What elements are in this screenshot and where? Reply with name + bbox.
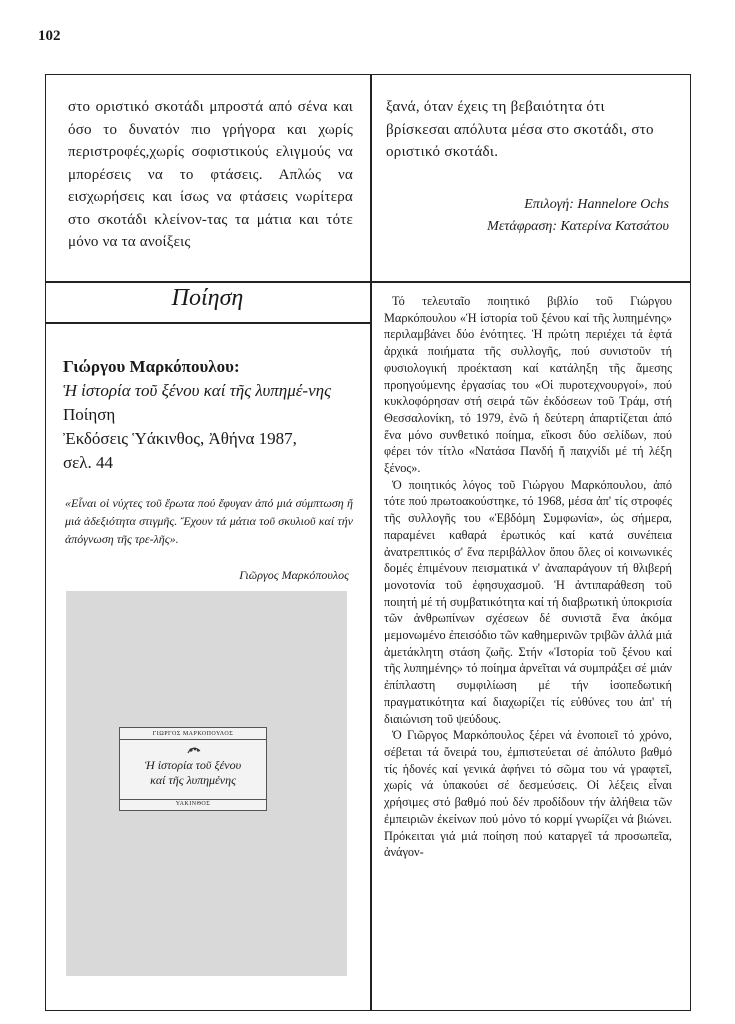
page-number: 102 (38, 28, 61, 44)
book-publisher: Ἐκδόσεις Ὑάκινθος, Ἀθήνα 1987, (63, 429, 297, 448)
selection-credit: Επιλογή: Hannelore Ochs (524, 197, 669, 212)
translation-credit: Μετάφραση: Κατερίνα Κατσάτου (487, 219, 669, 234)
horizontal-divider (45, 281, 691, 283)
column-divider (370, 74, 372, 1011)
cover-title-line-2: καί τῆς λυπημένης (150, 773, 236, 787)
review-body (384, 293, 672, 861)
quote-author: Γιῶργος Μαρκόπουλος (239, 568, 349, 582)
review-paragraph: Ὁ ποιητικός λόγος τοῦ Γιώργου Μαρκόπουλου, ἀπό τότε πού πρωτοακούστηκε, τό 1968, μέσα ἀπ' τίς στροφές τῆς συλλογῆς του «Ἑβδόμη Συμφωνία», ὡς σήμερα, παραμένει καθαρά ἐρωτικός καί κατά συνέπεια ἀνατρεπτικός σ' ἕνα περιβάλλον ὅπου ὅλες οἱ κοινωνικές δομές ἐπιμένουν πεισματικά ν' ἀναπαράγουν τή θλιβερή μονοτονία τοῦ ἐφησυχασμοῦ. Ἡ ἀντιπαράθεση τοῦ ποιητή μέ τή συμβατικότητα καί τή διαβρωτική ὑποκρισία τῶν ἀνθρωπίνων σχέσεων δέ συνιστᾶ ἕνα ἀκόμα μεμονωμένο ἐπεισόδιο τῶν καθημερινῶν τριβῶν ἀλλά μιά ἀμετάκλητη στάση ζωῆς. Στήν «Ἱστορία τοῦ ξένου καί τῆς λυπημένης» τό ποίημα ἀρνεῖται νά συμπράξει σέ μιάν ἐπίπλαστη συμφιλίωση μέ τήν ἰσοπεδωτική πραγματικότητα καί διαχωρίζει τίς εὐθύνες του ἀπ' τή διαιώνιση τοῦ ψεύδους. (384, 477, 672, 726)
book-genre: Ποίηση (63, 405, 116, 424)
book-title: Ἡ ἱστορία τοῦ ξένου καί τῆς λυπημέ-νης (63, 381, 331, 400)
cover-title-line-1: Ἡ ἱστορία τοῦ ξένου (144, 758, 242, 772)
top-left-text: στο οριστικό σκοτάδι μπροστά από σένα και όσο το δυνατόν πιο γρήγορα και χωρίς περιστροφές,χωρίς σοφιστικούς ελιγμούς να μπορέσεις να το φτάσεις. Απλώς να εισχωρήσεις και ίσως να φτάσεις νωρίτερα στο σκοτάδι κλείνον-τας τα μάτια και τότε μόνο να τα ανοίξεις (68, 99, 353, 250)
book-info (63, 355, 355, 475)
cover-publisher: ΥΑΚΙΝΘΟΣ (120, 799, 266, 807)
book-author: Γιώργου Μαρκόπουλου: (63, 357, 240, 376)
section-title-divider (45, 322, 370, 324)
top-right-text: ξανά, όταν έχεις τη βεβαιότητα ότι βρίσκεσαι απόλυτα μέσα στο σκοτάδι, στο οριστικό σκοτάδι. (386, 99, 654, 160)
hyacinth-ornament-icon (186, 745, 202, 755)
poem-quote: «Εἶναι οἱ νύχτες τοῦ ἔρωτα πού ἔφυγαν ἀπό μιά σύμπτωση ἤ μιά ἀδεξιότητα στιγμῆς. Ἔχουν τά μάτια τοῦ σκυλιοῦ καί τήν ἀπόγνωση τῆς τρε-λῆς». (65, 496, 353, 546)
cover-author: ΓΙΩΡΓΟΣ ΜΑΡΚΟΠΟΥΛΟΣ (120, 731, 266, 740)
cover-title (120, 758, 266, 788)
review-paragraph: Τό τελευταῖο ποιητικό βιβλίο τοῦ Γιώργου Μαρκόπουλου «Ἡ ἱστορία τοῦ ξένου καί τῆς λυπημένης» περιλαμβάνει δύο ἑνότητες. Ἡ πρώτη περιέχει τά ἑφτά ἀρχικά ποιήματα τῆς συλλογῆς, πού συνιστοῦν τή φυσιολογική προέκταση καί κατάληξη τῆς ἄμεσης προηγούμενης ἐργασίας του «Οἱ πυροτεχνουργοί», πού κυκλοφόρησαν στή σειρά τῶν ἐκδόσεων τοῦ Τράμ, στή Θεσσαλονίκη, τό 1979, ἐνῶ ἡ δεύτερη ἀπαρτίζεται ἀπό ἕνα μόνο συνθετικό ποίημα, εἴκοσι δύο σελίδων, πού φέρει τόν τίτλο «Νατάσα Πανδή ἤ παιχνίδι μέ τή λέξη ξένος». (384, 294, 672, 476)
section-title: Ποίηση (171, 285, 244, 311)
book-pages: σελ. 44 (63, 453, 114, 472)
review-paragraph: Ὁ Γιῶργος Μαρκόπουλος ξέρει νά ἑνοποιεῖ τό χρόνο, σέβεται τά ὄνειρά του, ἐμπιστεύεται σέ ἀπόλυτο βαθμό τίς ἡδονές καί γενικά ἀφήνει τό σῶμα του νά γραφτεῖ, χωρίς νά ὑπακούει σέ δεσμεύσεις. Οἱ λέξεις εἶναι χρήσιμες στό βαθμό πού δέν προδίδουν τήν ἀλήθεια τῶν ἐμπειριῶν ἐκείνων πού μόνο τό κορμί γνωρίζει νά βιώνει. Πρόκειται γιά μιά ποίηση πού καταργεῖ τά προσωπεῖα, ἀνάγον- (384, 728, 672, 860)
book-cover-label (119, 727, 267, 811)
credits (386, 194, 669, 238)
